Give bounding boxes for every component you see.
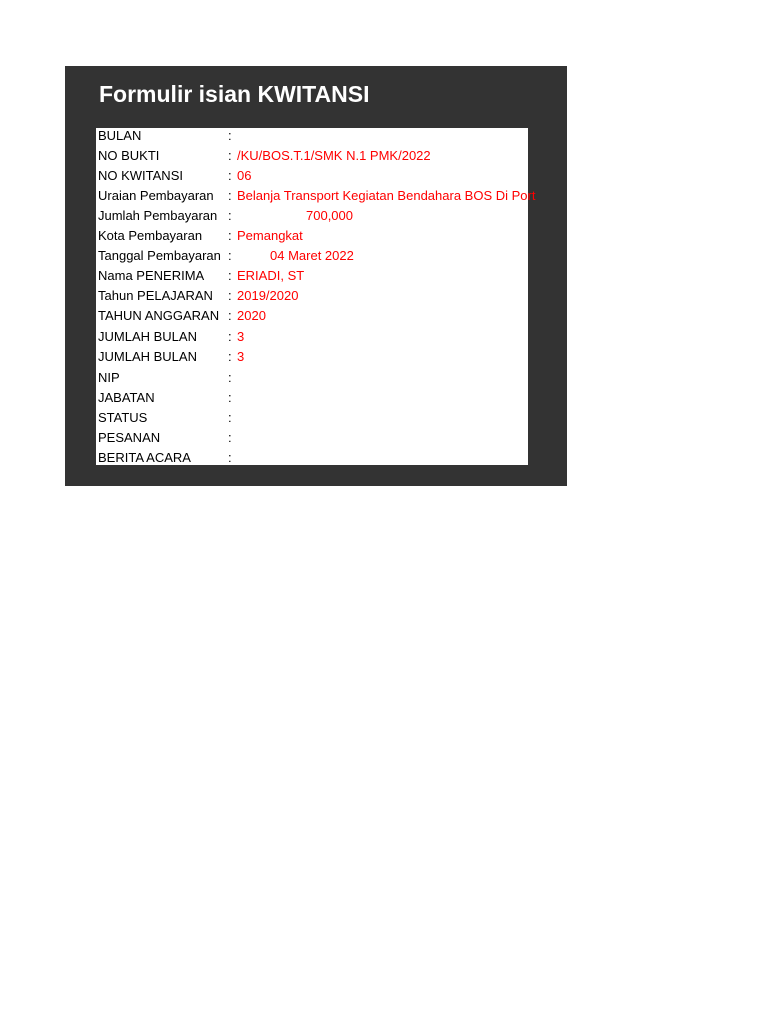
- field-separator: :: [228, 349, 232, 364]
- field-separator: :: [228, 410, 232, 425]
- row-pesanan: [96, 430, 538, 450]
- form-fields: [96, 128, 536, 465]
- field-label: JABATAN: [98, 390, 155, 405]
- row-tahun-anggaran: [96, 308, 538, 328]
- field-separator: :: [228, 308, 232, 323]
- field-value[interactable]: 2020: [237, 308, 266, 323]
- field-label: JUMLAH BULAN: [98, 329, 197, 344]
- field-label: NO KWITANSI: [98, 168, 183, 183]
- field-separator: :: [228, 288, 232, 303]
- row-jumlah-bulan: [96, 329, 538, 349]
- row-nip: [96, 370, 538, 390]
- row-no-bukti: [96, 148, 538, 168]
- kwitansi-form-panel: [65, 66, 567, 486]
- field-value[interactable]: 3: [237, 329, 245, 344]
- field-value[interactable]: ERIADI, ST: [237, 268, 305, 283]
- field-separator: :: [228, 228, 232, 243]
- field-separator: :: [228, 390, 232, 405]
- field-value[interactable]: 2019/2020: [237, 288, 299, 303]
- field-label: JUMLAH BULAN: [98, 349, 197, 364]
- row-bulan: [96, 128, 538, 148]
- row-tanggal-pembayaran: [96, 248, 538, 268]
- field-label: BERITA ACARA: [98, 450, 191, 465]
- field-label: Uraian Pembayaran: [98, 188, 214, 203]
- row-kota-pembayaran: [96, 228, 538, 248]
- field-value[interactable]: Pemangkat: [237, 228, 303, 243]
- field-separator: :: [228, 188, 232, 203]
- field-value[interactable]: 700,000: [306, 208, 353, 223]
- field-value[interactable]: 3: [237, 349, 245, 364]
- field-separator: :: [228, 370, 232, 385]
- field-separator: :: [228, 208, 232, 223]
- row-nama-penerima: [96, 268, 538, 288]
- field-value[interactable]: Belanja Transport Kegiatan Bendahara BOS Di Port: [237, 188, 536, 203]
- field-label: NO BUKTI: [98, 148, 160, 163]
- field-label: TAHUN ANGGARAN: [98, 308, 220, 323]
- field-separator: :: [228, 430, 232, 445]
- field-label: Tanggal Pembayaran: [98, 248, 221, 263]
- row-no-kwitansi: [96, 168, 538, 188]
- row-jumlah-pembayaran: [96, 208, 538, 228]
- field-separator: :: [228, 329, 232, 344]
- row-jabatan: [96, 390, 538, 410]
- field-separator: :: [228, 268, 232, 283]
- field-label: Tahun PELAJARAN: [98, 288, 213, 303]
- field-label: PESANAN: [98, 430, 161, 445]
- field-separator: :: [228, 148, 232, 163]
- field-separator: :: [228, 248, 232, 263]
- field-value[interactable]: /KU/BOS.T.1/SMK N.1 PMK/2022: [237, 148, 431, 163]
- row-uraian-pembayaran: [96, 188, 538, 208]
- field-label: STATUS: [98, 410, 148, 425]
- field-label: Nama PENERIMA: [98, 268, 205, 283]
- row-jumlah-bulan-2: [96, 349, 538, 369]
- row-berita-acara: [96, 450, 538, 470]
- field-label: Kota Pembayaran: [98, 228, 203, 243]
- row-status: [96, 410, 538, 430]
- field-value[interactable]: 04 Maret 2022: [270, 248, 354, 263]
- field-label: Jumlah Pembayaran: [98, 208, 218, 223]
- row-tahun-pelajaran: [96, 288, 538, 308]
- field-value[interactable]: 06: [237, 168, 252, 183]
- field-separator: :: [228, 168, 232, 183]
- form-title: Formulir isian KWITANSI: [99, 81, 370, 107]
- field-separator: :: [228, 450, 232, 465]
- field-label: NIP: [98, 370, 120, 385]
- field-label: BULAN: [98, 128, 142, 143]
- field-separator: :: [228, 128, 232, 143]
